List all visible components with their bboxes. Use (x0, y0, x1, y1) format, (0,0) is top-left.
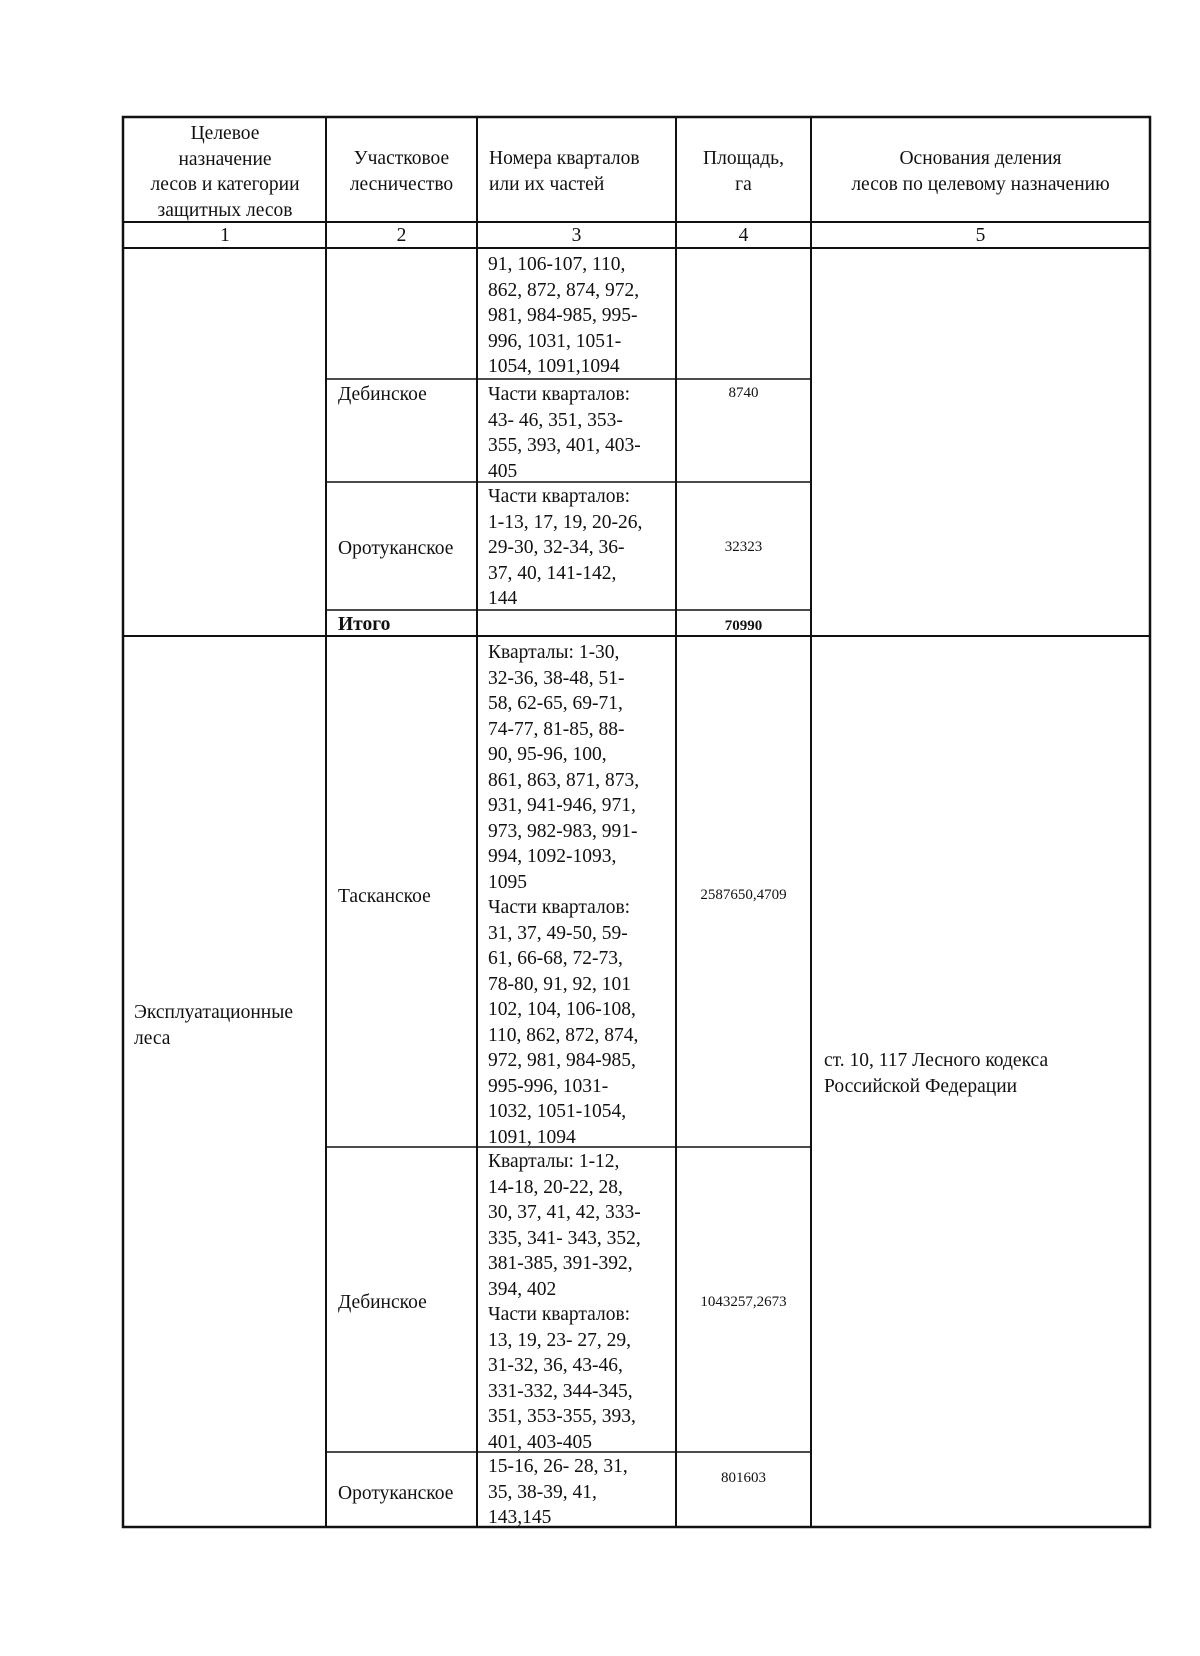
taskan-area: 2587650,4709 (700, 887, 787, 903)
debin-area-upper: 8740 (728, 385, 759, 401)
orot-district-upper: Оротуканское (338, 538, 454, 559)
header-forestry-district: Участковое лесничество (349, 148, 454, 195)
header-target-purpose: Целевое назначение лесов и категории защитных лесов (150, 123, 300, 221)
taskan-district: Тасканское (338, 886, 431, 907)
debin-district-upper: Дебинское (338, 384, 427, 405)
debin-area-lower: 1043257,2673 (700, 1294, 787, 1310)
header-basis: Основания деления лесов по целевому назначению (851, 148, 1110, 195)
orot-quarters-upper: Части кварталов: 1-13, 17, 19, 20-26, 29-30, 32-34, 36- 37, 40, 141-142, 144 (488, 486, 643, 609)
column-number-5: 5 (975, 225, 986, 246)
debin-quarters-lower: Кварталы: 1-12, 14-18, 20-22, 28, 30, 37, 41, 42, 333- 335, 341- 343, 352, 381-385, 391-392, 394, 402 Части кварталов: 13, 19, 23- 27, 29, 31-32, 36, 43-46, 331-332, 344-345, 351, 353-355, 393, 401, 403-405 (488, 1151, 641, 1453)
orot-quarters-lower: 15-16, 26- 28, 31, 35, 38-39, 41, 143,145 (488, 1456, 628, 1528)
header-quarter-numbers: Номера кварталов или их частей (489, 148, 640, 195)
total-area: 70990 (724, 618, 763, 634)
taskan-quarters: Кварталы: 1-30, 32-36, 38-48, 51- 58, 62-65, 69-71, 74-77, 81-85, 88- 90, 95-96, 100, 861, 863, 871, 873, 931, 941-946, 971, 973, 982-983, 991- 994, 1092-1093, 1095 Части кварталов: 31, 37, 49-50, 59- 61, 66-68, 72-73, 78-80, 91, 92, 101 102, 104, 106-108, 110, 862, 872, 874, 972, 981, 984-985, 995-996, 1031- 1032, 1051-1054, 1091, 1094 (488, 642, 640, 1148)
orot-area-lower: 801603 (721, 1470, 766, 1486)
column-number-1: 1 (220, 225, 230, 246)
cont-quarters: 91, 106-107, 110, 862, 872, 874, 972, 981, 984-985, 995- 996, 1031, 1051- 1054, 1091,1094 (488, 254, 640, 377)
column-number-3: 3 (571, 225, 582, 246)
column-number-4: 4 (738, 225, 749, 246)
debin-quarters-upper: Части кварталов: 43- 46, 351, 353- 355, 393, 401, 403- 405 (488, 384, 641, 482)
header-area: Площадь, га (703, 148, 784, 195)
debin-district-lower: Дебинское (338, 1292, 427, 1313)
legal-basis: ст. 10, 117 Лесного кодекса Российской Федерации (824, 1050, 1049, 1097)
orot-district-lower: Оротуканское (338, 1483, 454, 1504)
column-number-2: 2 (396, 225, 407, 246)
orot-area-upper: 32323 (724, 539, 763, 555)
total-label: Итого (338, 614, 391, 635)
category-exploitation-forests: Эксплуатационные леса (134, 1002, 293, 1049)
